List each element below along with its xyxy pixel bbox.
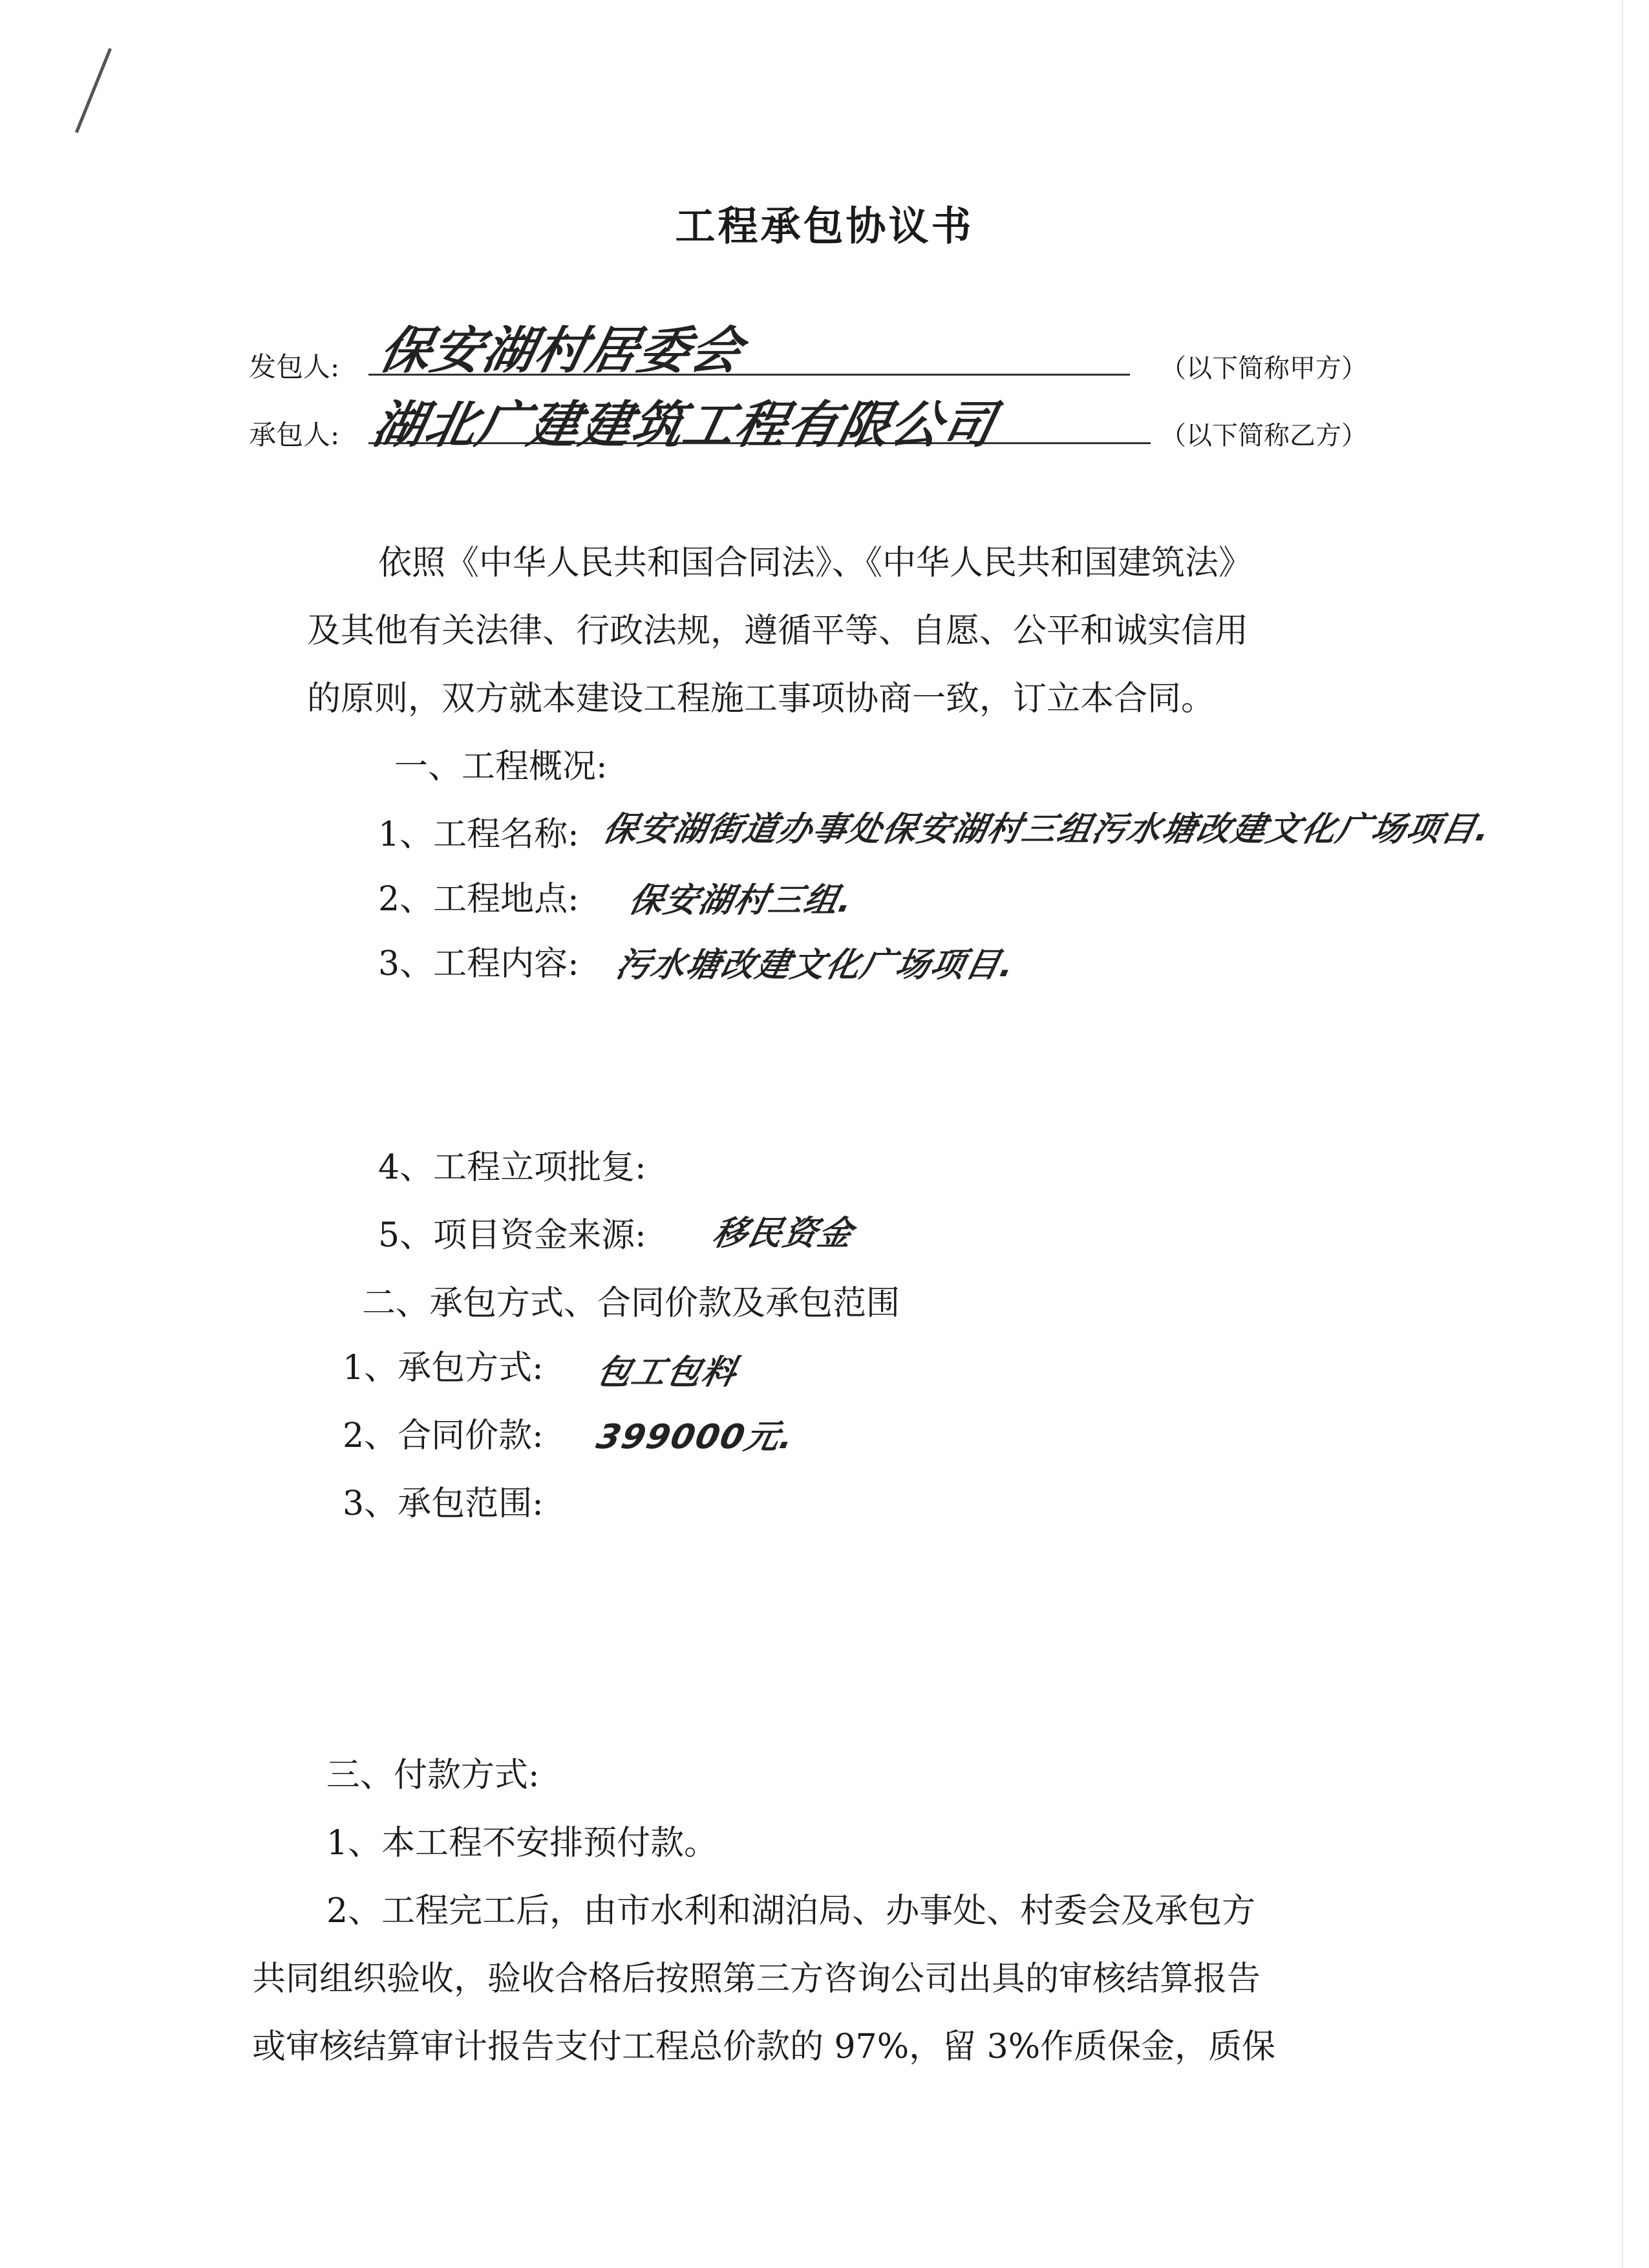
preamble-line-3: 的原则，双方就本建设工程施工事项协商一致，订立本合同。 [307,679,1215,718]
preamble-line-2: 及其他有关法律、行政法规，遵循平等、自愿、公平和诚实信用 [307,612,1249,650]
contract-method-label: 1、承包方式: [343,1349,544,1387]
scan-edge [1622,0,1623,2268]
fund-source-value: 移民资金 [709,1214,858,1253]
payment-item-2-line-1: 2、工程完工后，由市水利和湖泊局、办事处、村委会及承包方 [326,1892,1256,1931]
payment-item-2-line-3: 或审核结算审计报告支付工程总价款的 97%，留 3%作质保金，质保 [252,2027,1276,2066]
pen-mark [75,48,112,133]
section1-heading: 一、工程概况: [394,747,608,786]
contractor-signature: 湖北广建建筑工程有限公司 [367,396,1001,455]
project-name-label: 1、工程名称: [378,815,579,854]
contract-scope-label: 3、承包范围: [343,1484,544,1523]
employer-label: 发包人: [249,351,340,383]
payment-item-2-line-2: 共同组织验收，验收合格后按照第三方咨询公司出具的审核结算报告 [252,1960,1261,1998]
contractor-label: 承包人: [249,419,340,451]
contract-method-value: 包工包料 [593,1353,741,1392]
project-name-value: 保安湖街道办事处保安湖村三组污水塘改建文化广场项目. [599,810,1495,849]
section2-heading: 二、承包方式、合同价款及承包范围 [362,1284,900,1323]
section3-heading: 三、付款方式: [326,1756,540,1795]
contract-price-label: 2、合同价款: [343,1417,544,1455]
project-content-value: 污水塘改建文化广场项目. [612,946,1019,985]
contractor-note: （以下简称乙方） [1160,421,1367,451]
project-location-value: 保安湖村三组. [625,881,857,920]
fund-source-label: 5、项目资金来源: [378,1216,646,1255]
project-approval-label: 4、工程立项批复: [378,1148,646,1187]
document-title: 工程承包协议书 [675,202,974,250]
employer-signature: 保安湖村居委会 [374,322,749,380]
employer-note: （以下简称甲方） [1160,354,1367,383]
project-location-label: 2、工程地点: [378,880,579,919]
contract-price-value: 399000元. [593,1418,799,1457]
project-content-label: 3、工程内容: [378,945,579,983]
preamble-line-1: 依照《中华人民共和国合同法》、《中华人民共和国建筑法》 [378,544,1253,583]
payment-item-1: 1、本工程不安排预付款。 [326,1824,718,1863]
